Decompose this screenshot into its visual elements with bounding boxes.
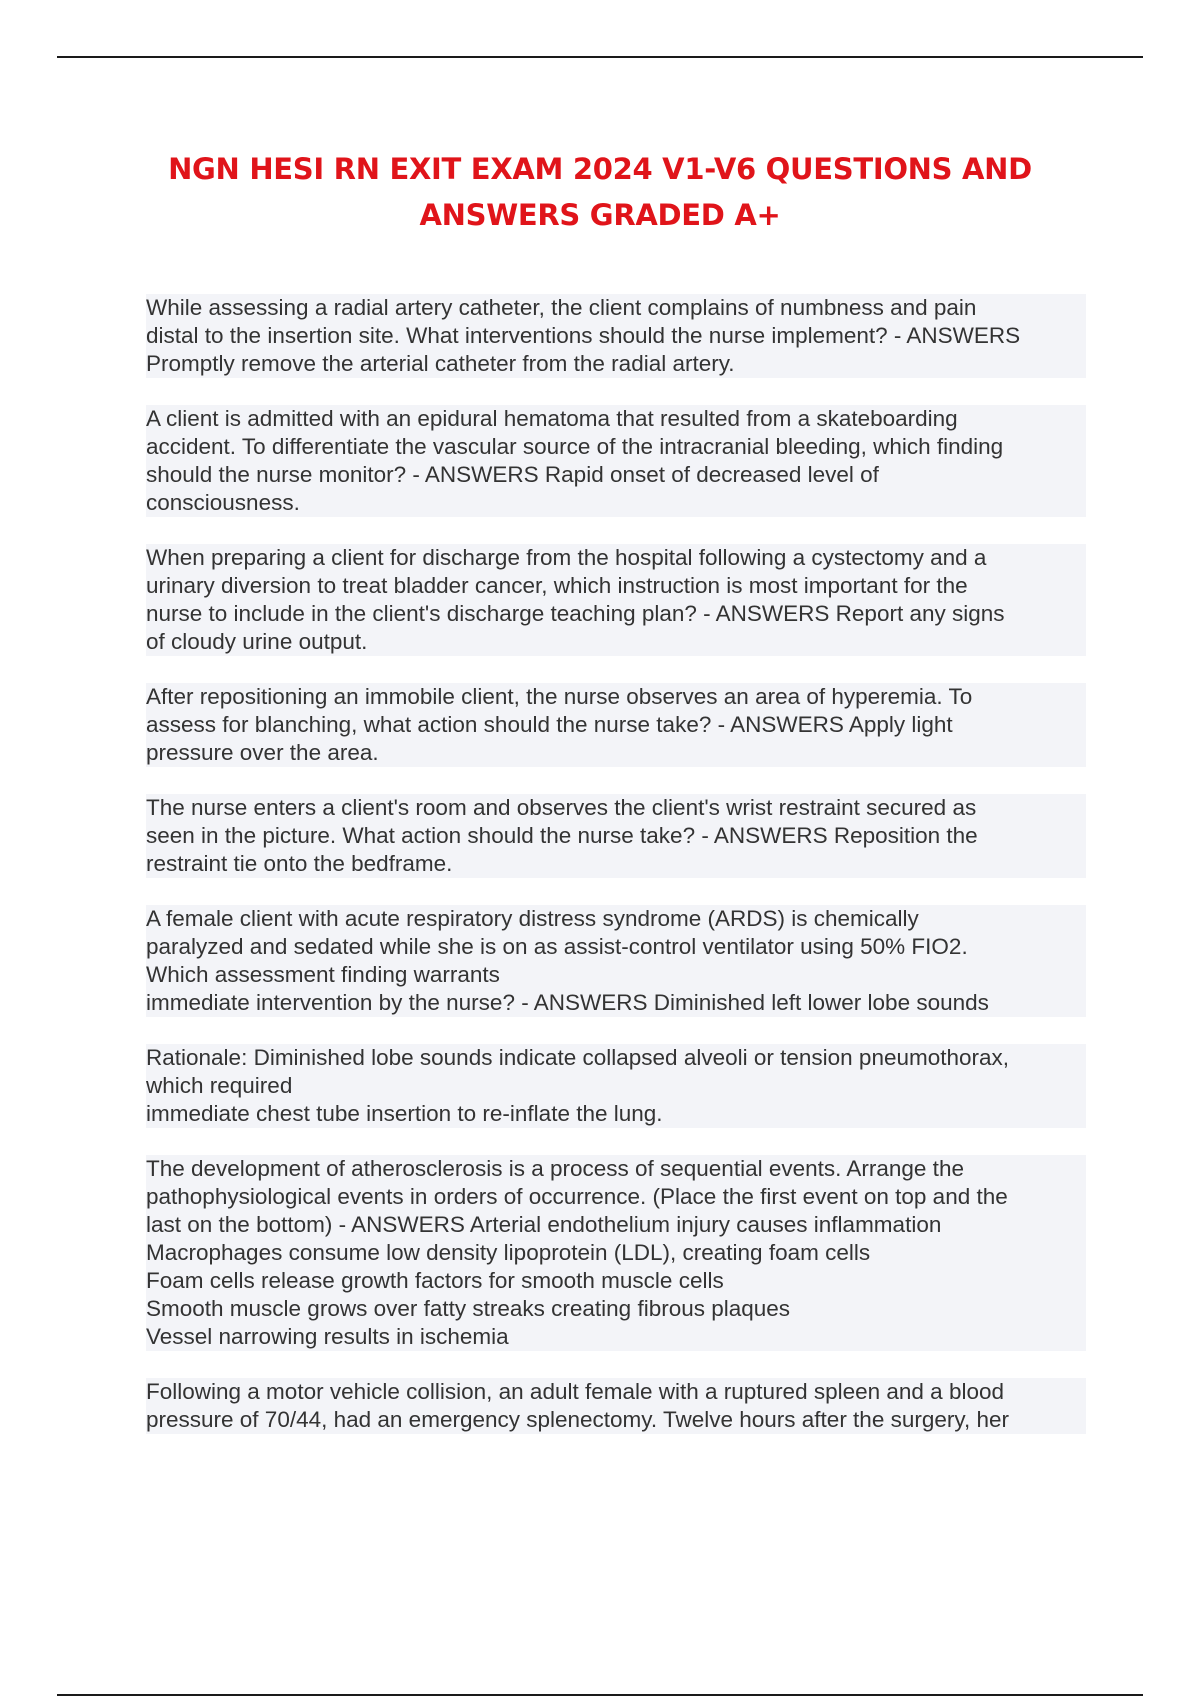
qa-item-7 [146,1044,1086,1128]
qa-item-text: A client is admitted with an epidural hematoma that resulted from a skateboarding accident. To differentiate the vascular source of the intracranial bleeding, which finding should the nurse monitor? - ANSWERS Rapid onset of decreased level of consciousness. [146,405,1086,517]
document-title-line-2: ANSWERS GRADED A+ [419,198,781,232]
qa-item-text: Following a motor vehicle collision, an adult female with a ruptured spleen and a blood pressure of 70/44, had an emergency splenectomy. Twelve hours after the surgery, her [146,1378,1086,1434]
qa-item-8 [146,1155,1086,1351]
qa-item-6 [146,905,1086,1017]
qa-item-text: The development of atherosclerosis is a process of sequential events. Arrange the pathophysiological events in orders of occurrence. (Place the first event on top and the last on the bottom) - ANSWERS Arterial endothelium injury causes inflammation Macrophages consume low density lipoprotein (LDL), creating foam cells Foam cells release growth factors for smooth muscle cells Smooth muscle grows over fatty streaks creating fibrous plaques Vessel narrowing results in ischemia [146,1155,1086,1351]
qa-item-4 [146,683,1086,767]
qa-item-text: When preparing a client for discharge from the hospital following a cystectomy and a urinary diversion to treat bladder cancer, which instruction is most important for the nurse to include in the client's discharge teaching plan? - ANSWERS Report any signs of cloudy urine output. [146,544,1086,656]
qa-item-1 [146,294,1086,378]
qa-item-text: While assessing a radial artery catheter, the client complains of numbness and pain distal to the insertion site. What interventions should the nurse implement? - ANSWERS Promptly remove the arterial catheter from the radial artery. [146,294,1086,378]
qa-item-text: After repositioning an immobile client, the nurse observes an area of hyperemia. To assess for blanching, what action should the nurse take? - ANSWERS Apply light pressure over the area. [146,683,1086,767]
qa-item-3 [146,544,1086,656]
qa-item-5 [146,794,1086,878]
qa-item-text: The nurse enters a client's room and observes the client's wrist restraint secured as seen in the picture. What action should the nurse take? - ANSWERS Reposition the restraint tie onto the bedframe. [146,794,1086,878]
qa-list [146,294,1086,1461]
qa-item-text: Rationale: Diminished lobe sounds indicate collapsed alveoli or tension pneumothorax, which required immediate chest tube insertion to re-inflate the lung. [146,1044,1086,1128]
qa-item-2 [146,405,1086,517]
document-title-line-1: NGN HESI RN EXIT EXAM 2024 V1-V6 QUESTIONS AND [168,152,1032,186]
bottom-divider [57,1694,1143,1696]
qa-item-9 [146,1378,1086,1434]
document-title [120,146,1080,238]
top-divider [57,56,1143,58]
qa-item-text: A female client with acute respiratory distress syndrome (ARDS) is chemically paralyzed and sedated while she is on as assist-control ventilator using 50% FIO2. Which assessment finding warrants immediate intervention by the nurse? - ANSWERS Diminished left lower lobe sounds [146,905,1086,1017]
